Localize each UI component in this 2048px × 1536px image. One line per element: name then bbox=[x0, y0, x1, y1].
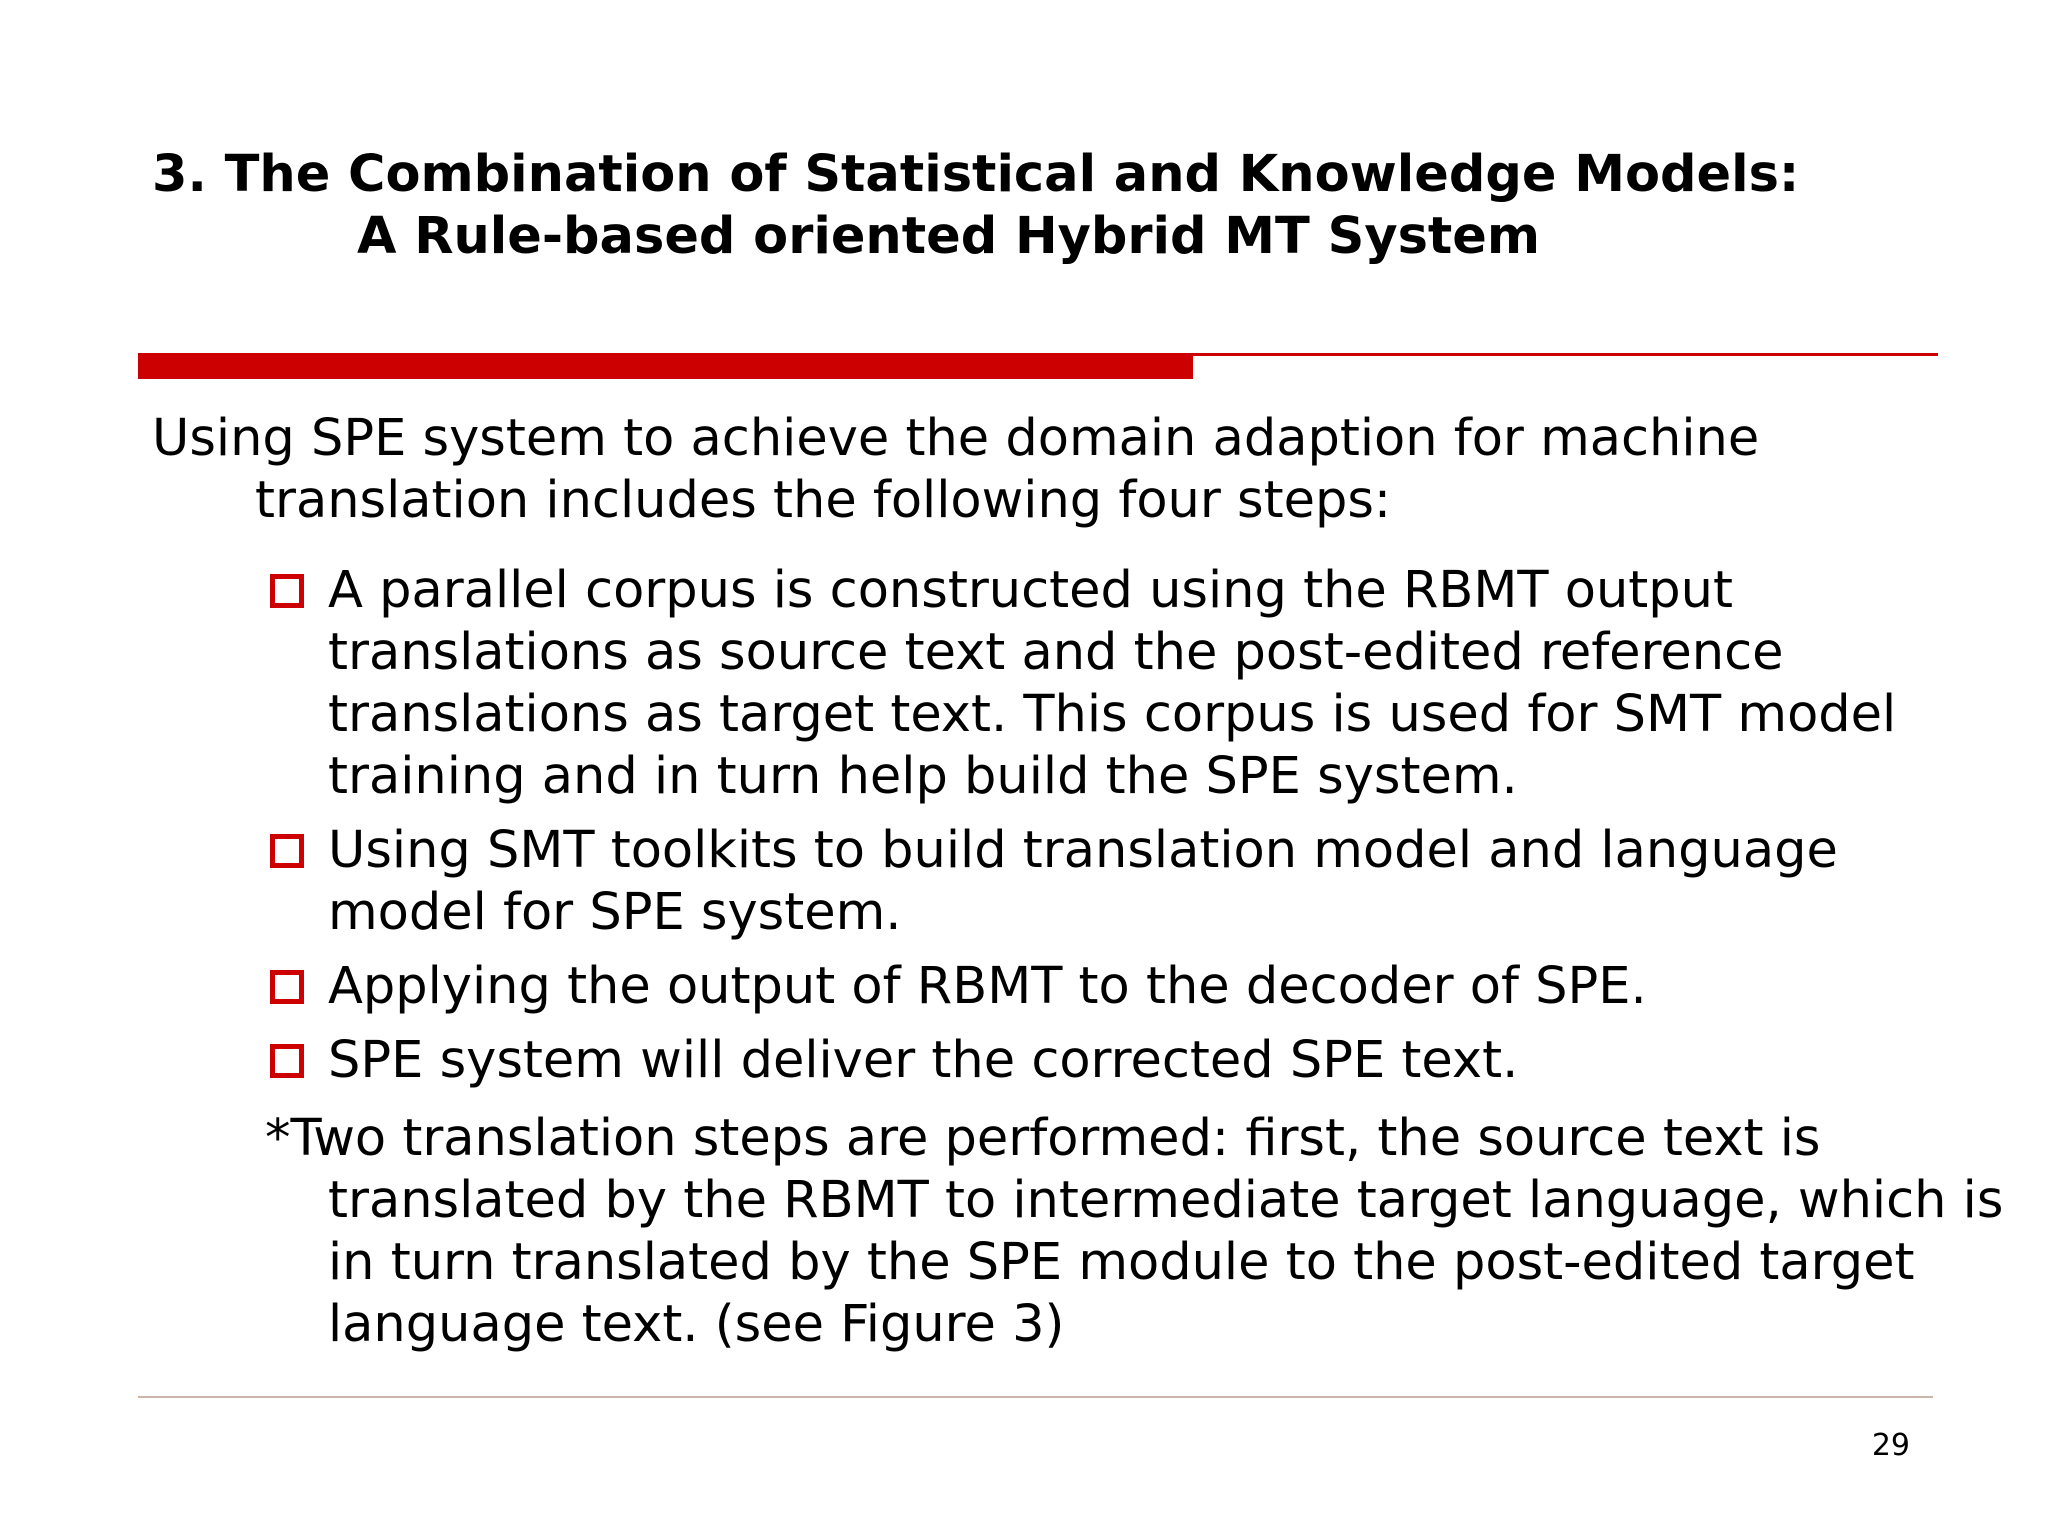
step-text: Applying the output of RBMT to the decoder of SPE. bbox=[328, 957, 1647, 1016]
hollow-square-bullet-icon bbox=[270, 574, 304, 608]
title-line-1: 3. The Combination of Statistical and Knowledge Models: bbox=[152, 145, 1800, 204]
step-text: SPE system will deliver the corrected SPE text. bbox=[328, 1031, 1519, 1090]
footer-divider bbox=[138, 1396, 1933, 1398]
intro-paragraph: Using SPE system to achieve the domain adaption for machine translation includes the following four steps: bbox=[152, 409, 1760, 530]
list-item bbox=[268, 1030, 1928, 1092]
list-item bbox=[268, 956, 1928, 1018]
title-divider-thick bbox=[138, 353, 1193, 379]
list-item bbox=[268, 560, 1928, 808]
hollow-square-bullet-icon bbox=[270, 1044, 304, 1078]
hollow-square-bullet-icon bbox=[270, 970, 304, 1004]
page-number: 29 bbox=[1871, 1428, 1910, 1463]
step-text: A parallel corpus is constructed using the RBMT output translations as source text and the post-edited reference translations as target text. This corpus is used for SMT model training and in turn help build the SPE system. bbox=[328, 561, 1897, 806]
list-item bbox=[268, 820, 1928, 944]
hollow-square-bullet-icon bbox=[270, 834, 304, 868]
footnote: *Two translation steps are performed: first, the source text is translated by the RBMT to intermediate target language, which is in turn translated by the SPE module to the post-edited target language text. (see Figure 3) bbox=[265, 1109, 2004, 1354]
title-line-2: A Rule-based oriented Hybrid MT System bbox=[357, 207, 1541, 266]
slide-title bbox=[152, 144, 1952, 268]
steps-list bbox=[268, 560, 1928, 1104]
step-text: Using SMT toolkits to build translation model and language model for SPE system. bbox=[328, 821, 1838, 942]
